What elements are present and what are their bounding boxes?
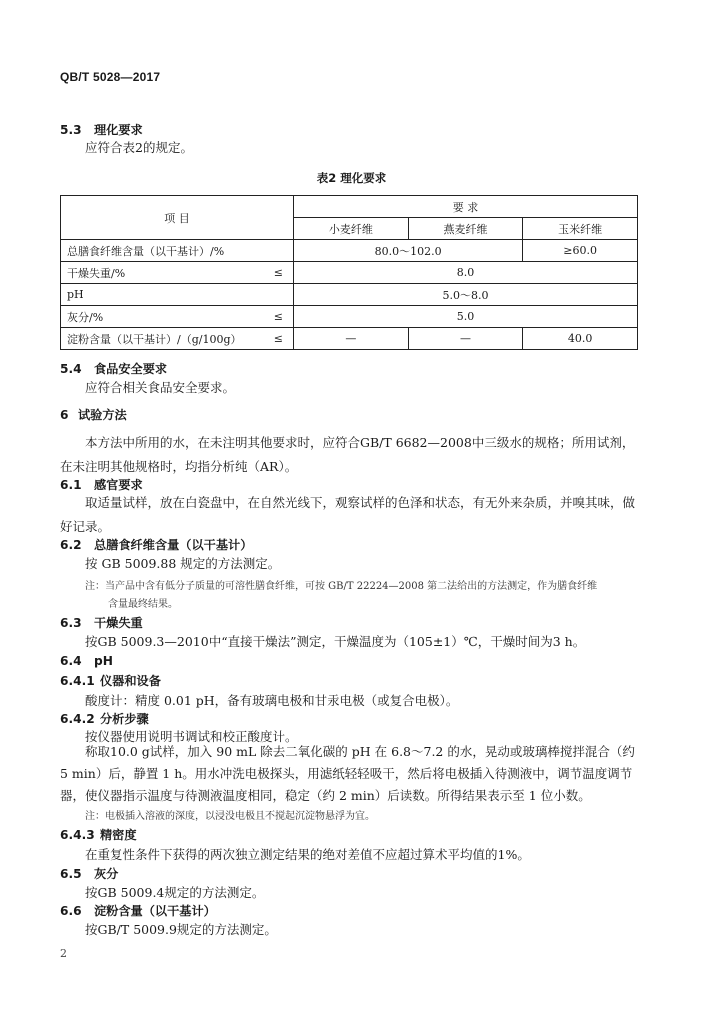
sub-header-wheat: 小麦纤维 <box>294 218 409 240</box>
section-6-heading <box>60 406 127 423</box>
physicochemical-table <box>60 195 638 350</box>
section-title: 理化要求 <box>94 123 143 137</box>
section-title: 淀粉含量（以干基计） <box>94 904 216 918</box>
row-item: 灰分/% ≤ <box>61 306 294 328</box>
table-caption: 表2 理化要求 <box>316 171 387 185</box>
section-number: 6.3 <box>60 616 82 630</box>
section-6-4-3-text: 在重复性条件下获得的两次独立测定结果的绝对差值不应超过算术平均值的1%。 <box>85 847 530 862</box>
section-5-3-heading <box>60 121 143 138</box>
section-5-4-heading <box>60 360 167 377</box>
section-title: 试验方法 <box>78 408 127 422</box>
row-value: 5.0 <box>294 306 638 328</box>
row-value-corn: ≥60.0 <box>523 240 638 262</box>
row-value-oat: — <box>408 328 523 350</box>
section-6-4-2-note: 注：电极插入溶液的深度，以浸没电极且不搅起沉淀物悬浮为宜。 <box>85 811 375 822</box>
section-6-5-text: 按GB 5009.4规定的方法测定。 <box>85 885 265 900</box>
section-6-4-heading <box>60 654 113 668</box>
section-number: 6 <box>60 408 69 422</box>
page-number: 2 <box>60 947 67 960</box>
section-number: 6.1 <box>60 478 82 492</box>
sub-header-oat: 燕麦纤维 <box>408 218 523 240</box>
col-req-header: 要 求 <box>294 196 638 218</box>
section-6-4-3-heading <box>60 826 137 843</box>
section-number: 6.4 <box>60 654 82 668</box>
section-title: 精密度 <box>100 828 137 842</box>
row-value: 80.0～102.0 <box>294 240 523 262</box>
row-value: 8.0 <box>294 262 638 284</box>
section-title: 食品安全要求 <box>94 362 168 376</box>
section-6-2-text: 按 GB 5009.88 规定的方法测定。 <box>85 556 281 571</box>
row-item: 总膳食纤维含量（以干基计）/% <box>61 240 294 262</box>
section-number: 5.3 <box>60 123 82 137</box>
section-number: 6.4.3 <box>60 828 95 842</box>
section-title: 分析步骤 <box>100 712 149 726</box>
section-6-6-heading <box>60 902 216 919</box>
section-6-6-text: 按GB/T 5009.9规定的方法测定。 <box>85 922 277 937</box>
row-item: 淀粉含量（以干基计）/（g/100g） ≤ <box>61 328 294 350</box>
table-row <box>61 262 638 284</box>
section-6-4-2-text2: 称取10.0 g试样，加入 90 mL 除去二氧化碳的 pH 在 6.8～7.2 的水，晃动或玻璃棒搅拌混合（约 5 min）后，静置 1 h。用水冲洗电极探头，用滤纸轻轻吸干，然后将电极插入待测液中，调节温度调节器，使仪器指示温度与待测液温度相同，稳定（约 2 min）后读数。所得结果表示至 1 位小数。 <box>60 744 635 803</box>
section-6-3-text: 按GB 5009.3—2010中“直接干燥法”测定，干燥温度为（105±1）℃，干燥时间为3 h。 <box>85 634 586 649</box>
table-row <box>61 328 638 350</box>
section-6-2-note: 注：当产品中含有低分子质量的可溶性膳食纤维，可按 GB/T 22224—2008 第二法给出的方法测定，作为膳食纤维 <box>85 581 598 592</box>
section-number: 5.4 <box>60 362 82 376</box>
row-value-corn: 40.0 <box>523 328 638 350</box>
table-row <box>61 240 638 262</box>
section-6-5-heading <box>60 865 118 882</box>
section-number: 6.5 <box>60 867 82 881</box>
le-symbol: ≤ <box>273 332 283 345</box>
section-6-4-1-text: 酸度计：精度 0.01 pH，备有玻璃电极和甘汞电极（或复合电极）。 <box>85 693 459 708</box>
section-title: 仪器和设备 <box>100 674 161 688</box>
section-number: 6.2 <box>60 538 82 552</box>
standard-code: QB/T 5028—2017 <box>60 70 161 84</box>
section-5-4-text: 应符合相关食品安全要求。 <box>85 380 236 395</box>
section-title: 干燥失重 <box>94 616 143 630</box>
section-title: 总膳食纤维含量（以干基计） <box>94 538 253 552</box>
row-item: 干燥失重/% ≤ <box>61 262 294 284</box>
section-6-4-1-heading <box>60 672 161 689</box>
section-number: 6.6 <box>60 904 82 918</box>
sub-header-corn: 玉米纤维 <box>523 218 638 240</box>
section-6-1-text: 取适量试样，放在白瓷盘中，在自然光线下，观察试样的色泽和状态，有无外来杂质，并嗅其味，做好记录。 <box>60 495 636 534</box>
section-5-3-text: 应符合表2的规定。 <box>85 140 193 155</box>
section-number: 6.4.2 <box>60 712 95 726</box>
section-title: 感官要求 <box>94 478 143 492</box>
section-title: pH <box>94 654 113 668</box>
section-6-3-heading <box>60 614 143 631</box>
row-value: 5.0～8.0 <box>294 284 638 306</box>
table-row <box>61 284 638 306</box>
col-item-header: 项 目 <box>61 196 294 240</box>
section-number: 6.4.1 <box>60 674 95 688</box>
le-symbol: ≤ <box>273 266 283 279</box>
section-6-text: 本方法中所用的水，在未注明其他要求时，应符合GB/T 6682—2008中三级水的规格；所用试剂，在未注明其他规格时，均指分析纯（AR）。 <box>60 435 635 474</box>
table-row <box>61 306 638 328</box>
row-value-wheat: — <box>294 328 409 350</box>
section-6-2-note-cont: 含量最终结果。 <box>108 599 178 610</box>
le-symbol: ≤ <box>273 310 283 323</box>
section-6-2-heading <box>60 536 252 553</box>
section-6-4-2-heading <box>60 710 149 727</box>
section-title: 灰分 <box>94 867 119 881</box>
section-6-4-2-text1: 按仪器使用说明书调试和校正酸度计。 <box>85 729 298 744</box>
row-item: pH <box>61 284 294 306</box>
